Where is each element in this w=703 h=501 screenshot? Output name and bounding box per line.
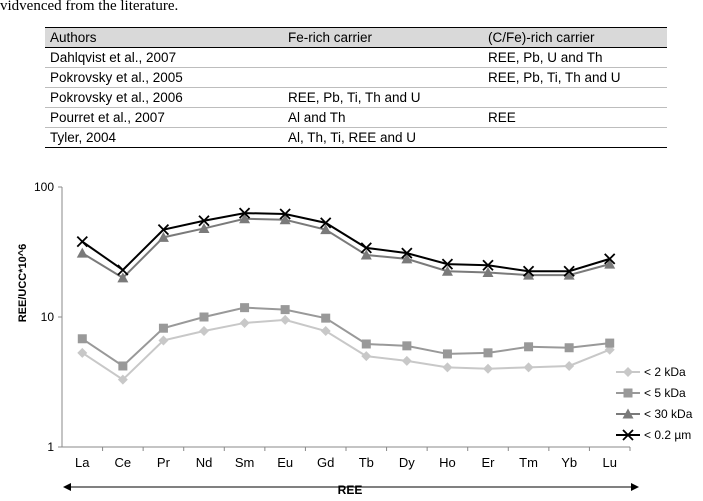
- ree-line-chart: [0, 170, 703, 501]
- x-tick-label: Tm: [519, 455, 538, 470]
- x-axis-label: REE: [337, 483, 363, 497]
- y-tick-label: 1: [47, 440, 54, 454]
- table-cell: Pokrovsky et al., 2006: [45, 88, 283, 108]
- chart-legend: [616, 365, 693, 442]
- data-point: [321, 326, 331, 336]
- data-point: [321, 314, 330, 323]
- x-tick-label: Eu: [277, 455, 294, 470]
- table-cell: [483, 88, 667, 108]
- table-row: [45, 88, 667, 108]
- data-point: [200, 313, 209, 322]
- table-cell: [283, 68, 483, 88]
- legend-label: < 5 kDa: [644, 386, 686, 400]
- legend-label: < 30 kDa: [644, 407, 693, 421]
- x-tick-label: Tb: [358, 455, 374, 470]
- legend-item: [616, 428, 691, 442]
- data-point: [524, 362, 534, 372]
- legend-marker: [624, 389, 633, 398]
- x-tick-label: La: [75, 455, 90, 470]
- data-point: [280, 315, 290, 325]
- table-cell: Pokrovsky et al., 2005: [45, 68, 283, 88]
- data-point: [605, 339, 614, 348]
- data-point: [402, 341, 411, 350]
- table-cell: Pourret et al., 2007: [45, 108, 283, 128]
- table-cell: Tyler, 2004: [45, 128, 283, 148]
- data-point: [240, 318, 250, 328]
- x-tick-label: Yb: [561, 455, 578, 470]
- literature-table: [45, 27, 667, 148]
- header-fe-rich: Fe-rich carrier: [283, 28, 483, 48]
- legend-label: < 2 kDa: [644, 365, 686, 379]
- table-row: [45, 128, 667, 148]
- data-point: [484, 348, 493, 357]
- data-point: [77, 237, 87, 247]
- legend-item: [616, 365, 686, 379]
- series-1: [77, 315, 614, 385]
- table-row: [45, 48, 667, 68]
- table-cell: REE: [483, 108, 667, 128]
- data-point: [240, 303, 249, 312]
- table-cell: REE, Pb, U and Th: [483, 48, 667, 68]
- header-authors: Authors: [45, 28, 283, 48]
- data-point: [565, 343, 574, 352]
- chart-series: [77, 208, 615, 385]
- data-point: [118, 361, 127, 370]
- y-tick-label: 10: [40, 310, 54, 324]
- legend-label: < 0.2 µm: [644, 428, 692, 442]
- chart-axes: [34, 180, 630, 470]
- table-cell: Al, Th, Ti, REE and U: [283, 128, 483, 148]
- x-tick-label: Er: [481, 455, 495, 470]
- data-point: [281, 305, 290, 314]
- legend-item: [616, 386, 686, 400]
- data-point: [524, 342, 533, 351]
- legend-item: [616, 407, 693, 421]
- data-point: [199, 326, 209, 336]
- x-tick-label: Sm: [234, 455, 255, 470]
- series-line: [82, 308, 609, 366]
- table-row: [45, 108, 667, 128]
- table-cell: Al and Th: [283, 108, 483, 128]
- y-axis-label: REE/UCC*10^6: [17, 243, 29, 323]
- data-point: [362, 339, 371, 348]
- x-tick-label: Lu: [602, 455, 617, 470]
- table-cell: REE, Pb, Ti, Th and U: [483, 68, 667, 88]
- table-cell: [483, 128, 667, 148]
- table-row: [45, 68, 667, 88]
- x-tick-label: Gd: [317, 455, 335, 470]
- data-point: [77, 248, 88, 258]
- data-point: [78, 334, 87, 343]
- data-point: [361, 351, 371, 361]
- x-tick-label: Pr: [156, 455, 170, 470]
- x-tick-label: Ho: [439, 455, 456, 470]
- header-cfe-rich: (C/Fe)-rich carrier: [483, 28, 667, 48]
- data-point: [483, 364, 493, 374]
- series-2: [78, 303, 614, 370]
- table-cell: Dahlqvist et al., 2007: [45, 48, 283, 68]
- y-tick-label: 100: [33, 180, 54, 194]
- table-cell: REE, Pb, Ti, Th and U: [283, 88, 483, 108]
- legend-marker: [623, 367, 633, 377]
- data-point: [159, 324, 168, 333]
- table-cell: [283, 48, 483, 68]
- caption-text: vidvenced from the literature.: [0, 0, 179, 14]
- data-point: [443, 349, 452, 358]
- data-point: [442, 362, 452, 372]
- data-point: [402, 356, 412, 366]
- x-tick-label: Ce: [114, 455, 132, 470]
- table-header-row: [45, 28, 667, 48]
- data-point: [564, 361, 574, 371]
- x-tick-label: Nd: [195, 455, 213, 470]
- x-tick-label: Dy: [398, 455, 415, 470]
